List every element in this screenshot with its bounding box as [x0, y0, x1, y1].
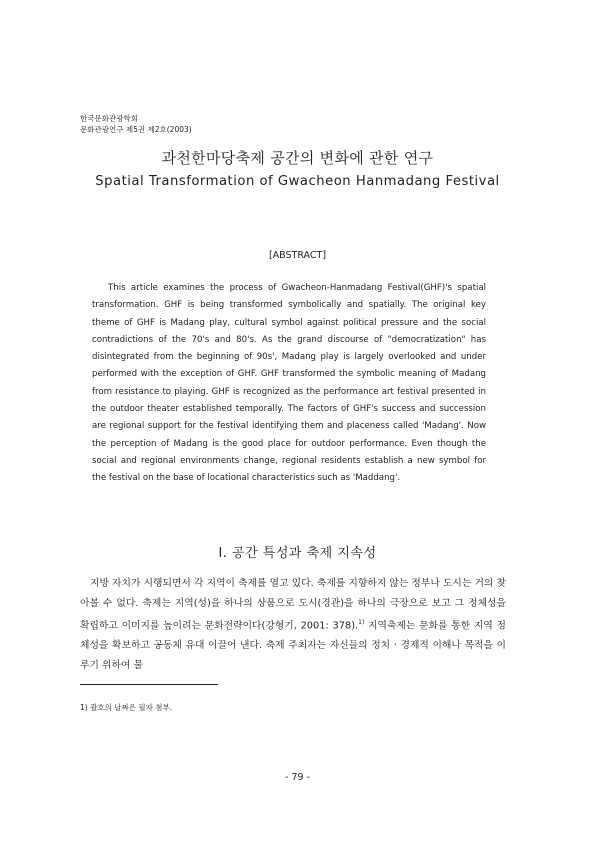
body-paragraph [80, 574, 506, 675]
body-text [80, 574, 506, 675]
abstract-text: This article examines the process of Gwacheon-Hanmadang Festival(GHF)'s spatial transformation. GHF is being transformed symbolically and spatially. The original key theme of GHF is Madang play, cultural symbol against political pressure and the social contradictions of the 70's and 80's. As the grand discourse of "democratization" has disintegrated from the beginning of 90s', Madang play is largely overlooked and under performed with the exception of GHF. GHF transformed the symbolic meaning of Madang from resistance to playing. GHF is recognized as the performance art festival presented in the outdoor theater established temporally. The factors of GHF's success and succession are regional support for the festival identifying them and placeness called 'Madang'. Now the perception of Madang is the good place for outdoor performance. Even though the social and regional environments change, regional residents establish a new symbol for the festival on the base of locational characteristics such as 'Maddang'. [92, 283, 486, 484]
abstract-heading: [ABSTRACT] [268, 250, 327, 261]
body-text-part1: 지방 자치가 시행되면서 각 지역이 축제를 열고 있다. 축제를 지향하지 않는 정부나 도시는 거의 찾아볼 수 없다. 축제는 지역(성)을 하나의 상품으로 도시(경관)을 하나의 극장으로 보고 그 정체성을 확립하고 이미지를 높이려는 문화전략이다(강형기, 2001: 378). [80, 578, 506, 632]
title-korean: 과천한마당축제 공간의 변화에 관한 연구 [161, 149, 434, 167]
title-english: Spatial Transformation of Gwacheon Hanmadang Festival [95, 174, 500, 189]
footnote: 1) 괄호의 날짜은 필자 첨부. [80, 703, 173, 712]
footnote-marker: 1) [358, 619, 365, 627]
abstract-block [92, 280, 486, 488]
page-number: - 79 - [285, 772, 310, 783]
footnote-rule [80, 684, 218, 685]
body-text-part2: 지역축제는 문화를 통한 지역 정체성을 확보하고 공동체 유대 이끌어 낸다. 축제 주최자는 자신들의 정치 · 경제적 이해나 목적을 이루기 위하여 물 [80, 620, 506, 671]
journal-issue: 문화관광연구 제5권 제2호(2003) [80, 125, 192, 134]
section-heading: Ⅰ. 공간 특성과 축제 지속성 [218, 546, 377, 561]
journal-name: 한국문화관광학회 [80, 114, 138, 123]
